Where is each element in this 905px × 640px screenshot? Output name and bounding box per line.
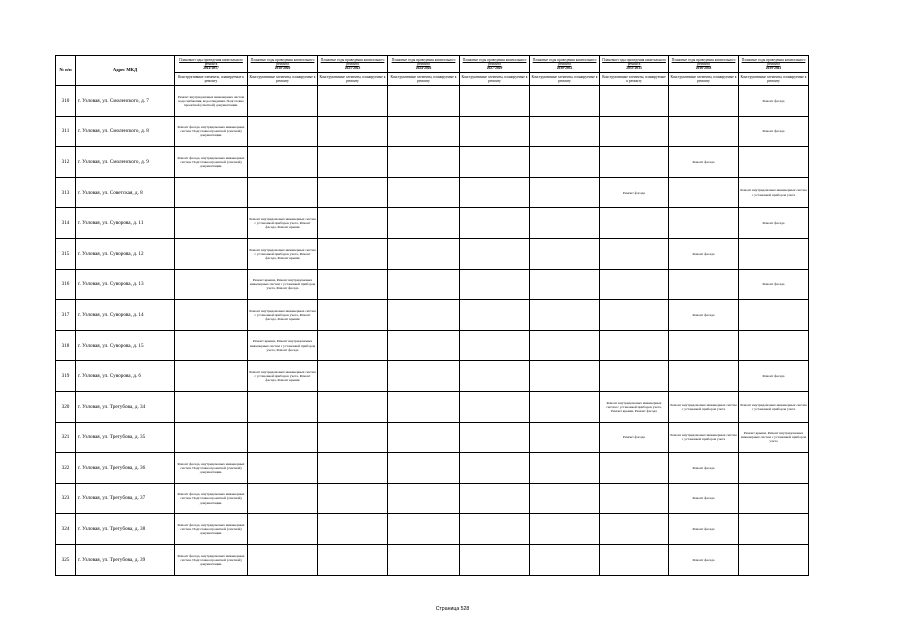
repair-cell	[530, 177, 600, 208]
header-period-sub-8: Конструктивные элементы, планируемые к ремонту	[739, 73, 809, 86]
row-number: 318	[56, 330, 76, 361]
row-address: г. Узловая, ул. Суворова, д. 14	[76, 300, 175, 331]
repair-cell	[460, 361, 530, 392]
repair-cell	[175, 300, 248, 331]
row-number: 310	[56, 86, 76, 117]
repair-cell	[175, 361, 248, 392]
repair-cell	[248, 391, 318, 422]
header-period-8	[739, 56, 809, 73]
repair-cell	[318, 483, 388, 514]
row-number: 312	[56, 147, 76, 178]
repair-cell	[530, 147, 600, 178]
repair-cell	[248, 116, 318, 147]
table-row	[56, 361, 809, 392]
header-period-sub-1: Конструктивные элементы, планируемые к ремонту	[248, 73, 318, 86]
repair-cell	[318, 361, 388, 392]
repair-cell	[248, 483, 318, 514]
header-period-1	[248, 56, 318, 73]
repair-cell	[530, 422, 600, 453]
repair-cell	[248, 453, 318, 484]
row-number: 314	[56, 208, 76, 239]
repair-cell	[388, 116, 460, 147]
repair-cell	[600, 116, 669, 147]
row-number: 319	[56, 361, 76, 392]
row-address: г. Узловая, ул. Трегубова, д. 34	[76, 391, 175, 422]
header-period-sub-5: Конструктивные элементы, планируемые к ремонту	[530, 73, 600, 86]
repair-cell	[460, 238, 530, 269]
repair-cell	[739, 330, 809, 361]
repair-cell: Ремонт фасада, внутридомовых инженерных систем. Подготовка проектной (сметной) документации.	[175, 453, 248, 484]
repair-cell	[530, 208, 600, 239]
repair-cell	[600, 330, 669, 361]
repair-cell: Ремонт внутридомовых инженерных систем с установкой приборов учета	[739, 177, 809, 208]
table-row	[56, 483, 809, 514]
repair-cell	[388, 514, 460, 545]
repair-cell	[388, 300, 460, 331]
table-row	[56, 269, 809, 300]
row-number: 320	[56, 391, 76, 422]
period-title: Плановые годы проведения капитального ремонта	[741, 57, 806, 66]
row-address: г. Узловая, ул. Смоленского, д. 7	[76, 86, 175, 117]
repair-cell	[600, 514, 669, 545]
repair-cell	[530, 391, 600, 422]
repair-cell: Ремонт фасада	[739, 86, 809, 117]
repair-cell	[175, 391, 248, 422]
repair-cell	[248, 514, 318, 545]
repair-cell: Ремонт крыши, Ремонт внутридомовых инженерных систем с установкой приборов учета, Ремонт фасада	[248, 269, 318, 300]
period-years: 2021-2023	[344, 66, 361, 71]
header-period-sub-0: Конструктивные элементы, планируемые к ремонту	[175, 73, 248, 86]
repair-cell	[669, 361, 739, 392]
row-address: г. Узловая, ул. Суворова, д. 15	[76, 330, 175, 361]
repair-cell: Ремонт фасада	[600, 177, 669, 208]
repair-cell: Ремонт крыши, Ремонт внутридомовых инженерных систем с установкой приборов учета	[739, 422, 809, 453]
row-address: г. Узловая, ул. Суворова, д. 13	[76, 269, 175, 300]
repair-cell	[388, 544, 460, 575]
repair-cell	[318, 177, 388, 208]
table-row	[56, 330, 809, 361]
repair-cell	[175, 422, 248, 453]
repair-cell	[175, 177, 248, 208]
row-address: г. Узловая, ул. Трегубова, д. 35	[76, 422, 175, 453]
header-period-6	[600, 56, 669, 73]
repair-cell	[248, 86, 318, 117]
repair-cell	[460, 391, 530, 422]
repair-cell	[600, 238, 669, 269]
repair-cell	[388, 177, 460, 208]
table-header	[56, 56, 809, 86]
header-period-2	[318, 56, 388, 73]
repair-cell	[530, 238, 600, 269]
repair-cell	[388, 483, 460, 514]
header-period-0	[175, 56, 248, 73]
header-period-4	[460, 56, 530, 73]
repair-cell	[600, 269, 669, 300]
repair-cell	[530, 361, 600, 392]
repair-cell	[669, 86, 739, 117]
period-title: Плановые годы проведения капитального ремонта	[532, 57, 597, 66]
repair-cell	[460, 544, 530, 575]
repair-cell	[739, 238, 809, 269]
repair-cell: Ремонт фасада	[600, 422, 669, 453]
repair-cell	[388, 269, 460, 300]
header-period-7	[669, 56, 739, 73]
repair-cell	[248, 147, 318, 178]
repair-cell	[739, 544, 809, 575]
header-address: Адрес МКД	[76, 56, 175, 86]
repair-cell	[600, 147, 669, 178]
table-row	[56, 86, 809, 117]
repair-cell	[388, 330, 460, 361]
header-period-sub-2: Конструктивные элементы, планируемые к ремонту	[318, 73, 388, 86]
period-years: 2030-2032	[556, 66, 573, 71]
table-row	[56, 422, 809, 453]
repair-cell	[739, 453, 809, 484]
period-years: 2033-2035	[626, 66, 642, 71]
row-number: 315	[56, 238, 76, 269]
repair-cell: Ремонт фасада, внутридомовых инженерных систем. Подготовка проектной (сметной) документации.	[175, 544, 248, 575]
table-row	[56, 177, 809, 208]
repair-cell	[248, 544, 318, 575]
period-title: Плановые годы проведения капитального ремонта	[602, 57, 666, 66]
repair-cell: Ремонт крыши, Ремонт внутридомовых инженерных систем с установкой приборов учета, Ремонт фасада	[248, 330, 318, 361]
repair-cell	[460, 177, 530, 208]
period-years: 2024-2026	[415, 66, 432, 71]
repair-cell: Ремонт фасада	[669, 238, 739, 269]
repair-cell	[669, 208, 739, 239]
row-address: г. Узловая, ул. Советская, д. 8	[76, 177, 175, 208]
repair-cell	[600, 361, 669, 392]
repair-cell	[175, 238, 248, 269]
repair-cell: Ремонт фасада	[739, 269, 809, 300]
repair-cell	[460, 453, 530, 484]
row-number: 317	[56, 300, 76, 331]
repair-cell: Ремонт фасада	[669, 544, 739, 575]
table-row	[56, 514, 809, 545]
period-title: Плановые годы проведения капитального ремонта	[462, 57, 527, 66]
repair-cell: Ремонт внутридомовых инженерных систем с установкой приборов учета, Ремонт фасада, Ремонт крыши	[248, 208, 318, 239]
repair-cell	[388, 208, 460, 239]
period-years: 2036-2038	[695, 66, 712, 71]
page-number: Страница 528	[435, 606, 470, 612]
period-title: Плановые годы проведения капитального ремонта	[179, 57, 243, 66]
row-address: г. Узловая, ул. Трегубова, д. 39	[76, 544, 175, 575]
table-row	[56, 208, 809, 239]
repair-cell	[318, 86, 388, 117]
repair-cell	[739, 147, 809, 178]
repair-cell	[530, 86, 600, 117]
repair-cell	[600, 483, 669, 514]
period-title: Плановые годы проведения капитального ремонта	[671, 57, 736, 66]
repair-cell	[175, 269, 248, 300]
repair-cell	[318, 147, 388, 178]
repair-cell	[388, 453, 460, 484]
repair-cell	[739, 483, 809, 514]
repair-cell: Ремонт внутридомовых инженерных систем с установкой приборов учета	[669, 422, 739, 453]
header-period-sub-7: Конструктивные элементы, планируемые к ремонту	[669, 73, 739, 86]
repair-cell	[318, 269, 388, 300]
repair-cell	[388, 86, 460, 117]
repair-cell: Ремонт фасада, внутридомовых инженерных систем. Подготовка проектной (сметной) документации.	[175, 514, 248, 545]
repair-cell	[248, 177, 318, 208]
table-row	[56, 116, 809, 147]
header-period-sub-6: Конструктивные элементы, планируемые к ремонту	[600, 73, 669, 86]
repair-cell: Ремонт внутридомовых инженерных систем с установкой приборов учета, Ремонт фасада, Ремонт крыши	[248, 361, 318, 392]
repair-cell	[318, 391, 388, 422]
repair-cell: Ремонт фасада, внутридомовых инженерных систем. Подготовка проектной (сметной) документации.	[175, 147, 248, 178]
repair-cell: Ремонт внутридомовых инженерных систем с установкой приборов учета, Ремонт фасада, Ремонт крыши	[248, 300, 318, 331]
repair-cell: Ремонт фасада	[739, 208, 809, 239]
repair-cell	[600, 208, 669, 239]
period-years: 2018-2020	[274, 66, 291, 71]
repair-cell	[388, 147, 460, 178]
repair-cell	[175, 208, 248, 239]
repair-cell	[460, 147, 530, 178]
header-period-3	[388, 56, 460, 73]
repair-cell: Ремонт внутридомовых инженерных систем с установкой приборов учета	[739, 391, 809, 422]
repair-cell: Ремонт фасада, внутридомовых инженерных систем. Подготовка проектной (сметной) документации.	[175, 483, 248, 514]
repair-cell	[600, 544, 669, 575]
repair-cell: Ремонт внутридомовых инженерных систем с установкой приборов учета	[669, 391, 739, 422]
row-number: 325	[56, 544, 76, 575]
table-row	[56, 300, 809, 331]
repair-cell	[460, 330, 530, 361]
repair-cell	[318, 544, 388, 575]
repair-cell	[669, 330, 739, 361]
repair-cell: Ремонт фасада	[739, 116, 809, 147]
repair-cell	[460, 208, 530, 239]
header-period-5	[530, 56, 600, 73]
repair-cell: Ремонт фасада	[669, 514, 739, 545]
repair-cell: Ремонт фасада	[739, 361, 809, 392]
row-address: г. Узловая, ул. Суворова, д. 12	[76, 238, 175, 269]
repair-cell	[530, 483, 600, 514]
repair-cell	[530, 269, 600, 300]
repair-cell	[318, 116, 388, 147]
period-title: Плановые годы проведения капитального ремонта	[391, 57, 456, 66]
row-address: г. Узловая, ул. Трегубова, д. 38	[76, 514, 175, 545]
repair-cell	[600, 300, 669, 331]
repair-cell: Ремонт фасада	[669, 147, 739, 178]
repair-cell	[388, 391, 460, 422]
row-number: 313	[56, 177, 76, 208]
repair-cell	[388, 361, 460, 392]
period-years: 2027-2029	[486, 66, 503, 71]
repair-cell	[460, 300, 530, 331]
repair-cell	[739, 300, 809, 331]
table-row	[56, 147, 809, 178]
row-address: г. Узловая, ул. Суворова, д. 11	[76, 208, 175, 239]
table-row	[56, 453, 809, 484]
row-address: г. Узловая, ул. Смоленского, д. 9	[76, 147, 175, 178]
repair-cell	[318, 208, 388, 239]
repair-cell	[530, 453, 600, 484]
repair-cell: Ремонт фасада, внутридомовых инженерных систем. Подготовка проектной (сметной) документации.	[175, 116, 248, 147]
row-number: 311	[56, 116, 76, 147]
period-years: 2039-2041	[765, 66, 782, 71]
row-address: г. Узловая, ул. Трегубова, д. 37	[76, 483, 175, 514]
period-years: 2014-2017	[203, 66, 219, 71]
repair-cell	[530, 544, 600, 575]
header-period-sub-4: Конструктивные элементы, планируемые к ремонту	[460, 73, 530, 86]
row-address: г. Узловая, ул. Суворова, д. 6	[76, 361, 175, 392]
repair-cell	[388, 422, 460, 453]
row-number: 321	[56, 422, 76, 453]
repair-cell: Ремонт фасада	[669, 300, 739, 331]
repair-cell	[318, 238, 388, 269]
repair-cell	[600, 453, 669, 484]
header-period-sub-3: Конструктивные элементы, планируемые к ремонту	[388, 73, 460, 86]
row-number: 316	[56, 269, 76, 300]
repair-cell	[460, 422, 530, 453]
row-number: 323	[56, 483, 76, 514]
repair-cell: Ремонт внутридомовых инженерных систем с установкой приборов учета, Ремонт крыши, Ремонт фасада	[600, 391, 669, 422]
repair-cell	[318, 300, 388, 331]
repair-cell	[388, 238, 460, 269]
repair-cell	[318, 514, 388, 545]
repair-cell	[460, 86, 530, 117]
repair-cell	[460, 483, 530, 514]
repair-cell	[669, 116, 739, 147]
repair-cell: Ремонт фасада	[669, 453, 739, 484]
header-num: № п/п	[56, 56, 76, 86]
repair-cell	[669, 177, 739, 208]
repair-cell	[460, 514, 530, 545]
row-number: 324	[56, 514, 76, 545]
row-address: г. Узловая, ул. Трегубова, д. 36	[76, 453, 175, 484]
row-number: 322	[56, 453, 76, 484]
repair-cell	[530, 330, 600, 361]
repair-cell	[739, 514, 809, 545]
repair-cell	[460, 269, 530, 300]
period-title: Плановые годы проведения капитального ремонта	[320, 57, 385, 66]
repair-cell	[460, 116, 530, 147]
repair-cell	[318, 330, 388, 361]
repair-cell: Ремонт внутридомовых инженерных систем водоснабжения, водоотведения. Подготовка проектной (сметной) документации.	[175, 86, 248, 117]
repair-cell	[248, 422, 318, 453]
period-title: Плановые годы проведения капитального ремонта	[250, 57, 315, 66]
row-address: г. Узловая, ул. Смоленского, д. 8	[76, 116, 175, 147]
capital-repair-table	[55, 55, 809, 576]
repair-cell: Ремонт внутридомовых инженерных систем с установкой приборов учета, Ремонт фасада, Ремонт крыши	[248, 238, 318, 269]
repair-cell	[175, 330, 248, 361]
repair-cell	[530, 300, 600, 331]
table-row	[56, 544, 809, 575]
repair-cell	[318, 453, 388, 484]
repair-cell	[669, 269, 739, 300]
repair-cell	[600, 86, 669, 117]
repair-cell	[530, 116, 600, 147]
repair-cell	[318, 422, 388, 453]
repair-cell	[530, 514, 600, 545]
table-row	[56, 391, 809, 422]
table-body	[56, 86, 809, 576]
repair-cell: Ремонт фасада	[669, 483, 739, 514]
table-row	[56, 238, 809, 269]
